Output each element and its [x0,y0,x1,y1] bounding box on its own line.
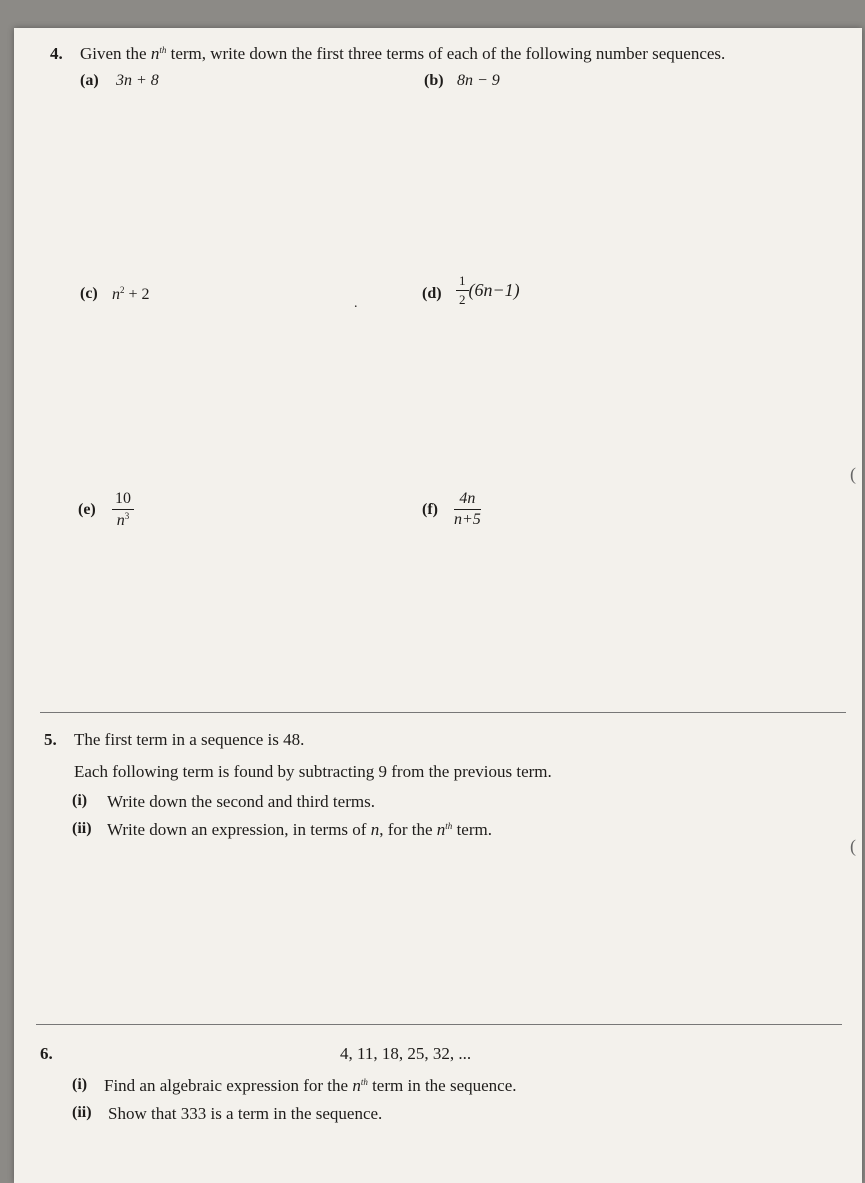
question-5-part-ii-text: Write down an expression, in terms of n, for the $n^{th}$ term. [107,820,492,839]
part-a-expression: 3n + 8 [116,72,159,89]
question-5-number: 5. [44,730,57,749]
margin-bracket-1: ( [850,464,856,484]
part-f-fraction: $\frac{4n}{n+5}$ [454,490,481,528]
question-6-part-i-label: (i) [72,1076,88,1093]
part-e-label: (e) [78,501,96,518]
question-5-line-2: Each following term is found by subtracting 9 from the previous term. [74,762,552,781]
part-e-expression [112,490,134,530]
part-c-expression: $n^2 + 2$ [112,285,150,303]
question-6-sequence: 4, 11, 18, 25, 32, ... [340,1044,472,1063]
question-5-part-ii-label: (ii) [72,820,92,837]
section-divider-2 [36,1024,842,1025]
part-c-label: (c) [80,285,98,302]
section-divider-1 [40,712,846,713]
question-5-line-1: The first term in a sequence is 48. [74,730,305,749]
part-d-fraction: $\frac{1}{2}$ [456,273,469,308]
question-6-part-i-text: Find an algebraic expression for the $n^{th}$ term in the sequence. [104,1076,517,1095]
question-6-part-ii-text: Show that 333 is a term in the sequence. [108,1104,383,1123]
part-a-label: (a) [80,72,99,89]
stray-dot: . [354,296,358,311]
part-b-label: (b) [424,72,444,89]
question-4-stem: Given the $n^{th}$ term, write down the first three terms of each of the following number sequences. [80,44,726,63]
question-6-number: 6. [40,1044,53,1063]
worksheet-page [14,28,862,1183]
part-f-expression [454,490,481,529]
part-d-expression: $\frac{1}{2}$ (6n−1) [456,273,520,308]
question-4-number: 4. [50,44,63,63]
question-5-part-i-text: Write down the second and third terms. [107,792,375,811]
margin-bracket-2: ( [850,836,856,856]
part-f-label: (f) [422,501,438,518]
part-d-label: (d) [422,285,442,302]
part-b-expression: 8n − 9 [457,72,500,89]
question-5-part-i-label: (i) [72,792,88,809]
question-6-part-ii-label: (ii) [72,1104,92,1121]
part-e-fraction: $\frac{10}{n^3}$ [112,490,134,530]
